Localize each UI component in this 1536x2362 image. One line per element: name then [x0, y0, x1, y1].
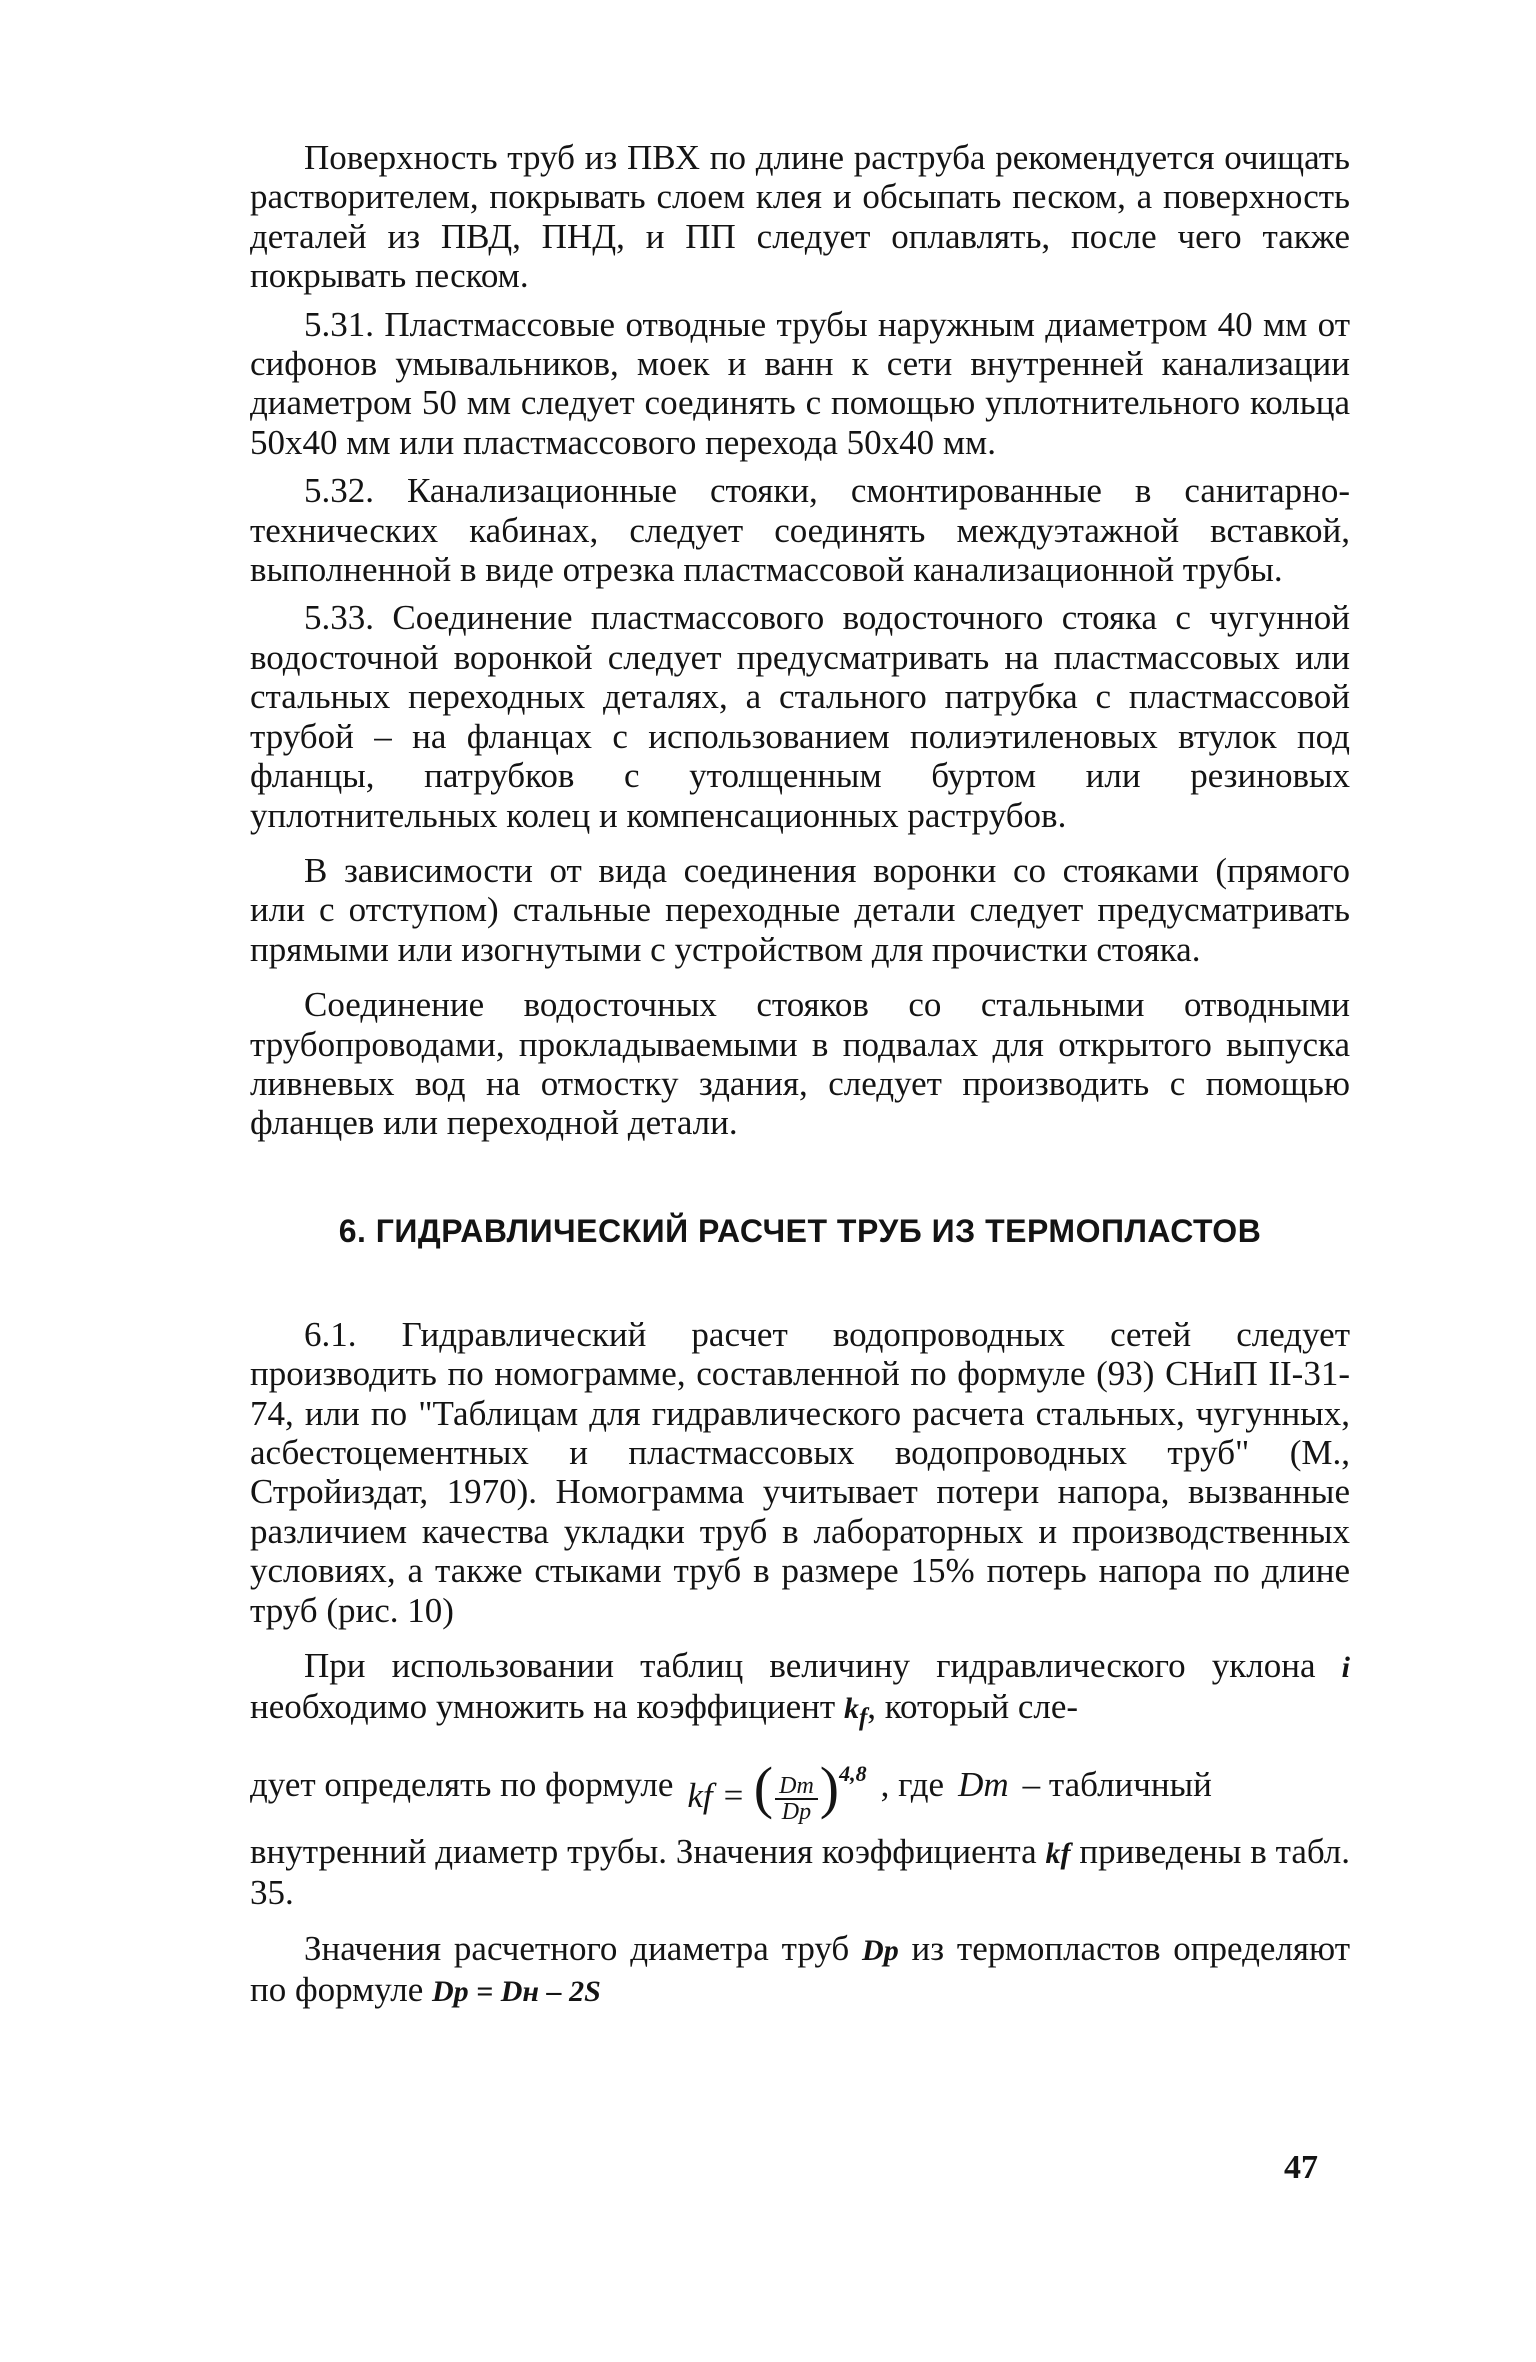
paragraph-pvc-surface: Поверхность труб из ПВХ по длине раструба рекомендуется очищать растворителем, покрывать слоем клея и обсыпать песком, а поверхность деталей из ПВД, ПНД, и ПП следует оплавлять, после чего также покрывать песком.	[250, 138, 1350, 296]
var-kf	[843, 1692, 868, 1732]
tables-text-mid: необходимо умножить на коэффициент	[250, 1687, 836, 1727]
var-kf2: kf	[1045, 1836, 1071, 1870]
formula-fraction	[775, 1774, 818, 1824]
section-title: 6. ГИДРАВЛИЧЕСКИЙ РАСЧЕТ ТРУБ ИЗ ТЕРМОПЛАСТОВ	[338, 1212, 1262, 1249]
paragraph-tables-coefficient	[250, 1646, 1350, 1738]
paragraph-funnel-connection: В зависимости от вида соединения воронки со стояками (прямого или с отступом) стальные переходные детали следует предусматривать прямыми или изогнутыми с устройством для прочистки стояка.	[250, 850, 1350, 969]
text-column	[250, 138, 1350, 2011]
formula-dp: Dр = Dн – 2S	[432, 1975, 601, 2009]
formula-suffix: , где	[880, 1764, 945, 1804]
var-kf-sub: f	[858, 1704, 868, 1732]
inner-diameter-text-end: приведены в табл. 35.	[250, 1831, 1351, 1913]
tables-text-end: , который сле-	[867, 1687, 1079, 1727]
paragraph-downpipe-connection: Соединение водосточных стояков со стальными отводными трубопроводами, прокладываемыми в подвалах для открытого выпуска ливневых вод на отмостку здания, следует производить с помощью фланцев или переходной детали.	[250, 985, 1350, 1143]
page-number: 47	[1284, 2149, 1318, 2186]
formula-paren-close: )	[819, 1754, 840, 1820]
paragraph-inner-diameter	[250, 1832, 1350, 1913]
formula-numerator: Dт	[775, 1774, 818, 1800]
formula-var-dt: Dт	[958, 1764, 1009, 1804]
var-kf-base: k	[843, 1692, 859, 1726]
var-i: i	[1341, 1651, 1351, 1684]
formula-prefix: дует определять по формуле	[250, 1764, 674, 1804]
paragraph-5-31: 5.31. Пластмассовые отводные трубы наружным диаметром 40 мм от сифонов умывальников, моек и ванн к сети внутренней канализации диаметром 50 мм следует соединять с помощью уплотнительного кольца 50х40 мм или пластмассового перехода 50х40 мм.	[250, 304, 1350, 462]
paragraph-calc-diameter	[250, 1929, 1350, 2012]
tables-text-start: При использовании таблиц величину гидравлического уклона	[304, 1646, 1316, 1685]
formula-lhs: kf =	[687, 1775, 746, 1815]
formula-paren-open: (	[753, 1754, 774, 1820]
paragraph-5-32: 5.32. Канализационные стояки, смонтированные в санитарно-технических кабинах, следует соединять междуэтажной вставкой, выполненной в виде отрезка пластмассовой канализационной трубы.	[250, 471, 1350, 590]
calc-diameter-text-start: Значения расчетного диаметра труб	[304, 1928, 850, 1968]
formula-exponent: 4,8	[839, 1760, 867, 1786]
paragraph-6-1: 6.1. Гидравлический расчет водопроводных сетей следует производить по номограмме, составленной по формуле (93) СНиП II-31-74, или по "Таблицам для гидравлического расчета стальных, чугунных, асбестоцементных и пластмассовых водопроводных труб" (М., Стройиздат, 1970). Номограмма учитывает потери напора, вызванные различием качества укладки труб в лабораторных и производственных условиях, а также стыками труб в размере 15% потерь напора по длине труб (рис. 10)	[250, 1314, 1350, 1630]
formula-line-kf	[250, 1738, 1350, 1832]
calc-diameter-text-mid: из термопластов определяют по формуле	[250, 1928, 1351, 2010]
formula-kf	[687, 1738, 866, 1832]
paragraph-5-33: 5.33. Соединение пластмассового водосточного стояка с чугунной водосточной воронкой следует предусматривать на пластмассовых или стальных переходных деталях, а стального патрубка с пластмассовой трубой – на фланцах с использованием полиэтиленовых втулок под фланцы, патрубков с утолщенным буртом или резиновых уплотнительных колец и компенсационных раструбов.	[250, 598, 1350, 835]
var-dp: Dр	[862, 1933, 899, 1967]
inner-diameter-text: внутренний диаметр трубы. Значения коэффициента	[250, 1831, 1037, 1871]
formula-suffix2: – табличный	[1022, 1764, 1212, 1804]
formula-denominator: Dр	[781, 1798, 812, 1825]
